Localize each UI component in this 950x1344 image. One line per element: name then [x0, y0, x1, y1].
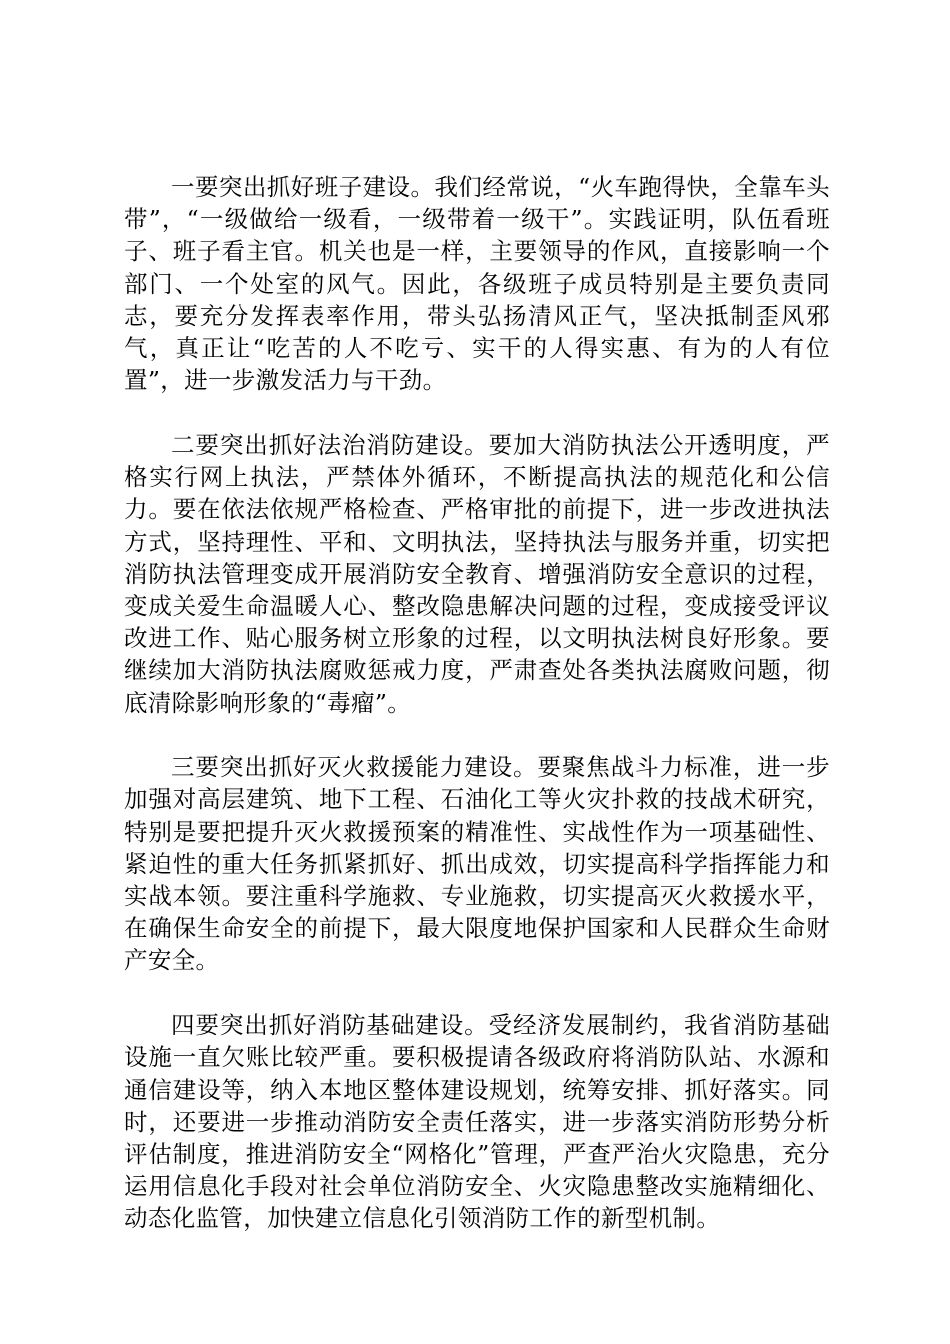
paragraph-rule-of-law-fire-protection: 二要突出抓好法治消防建设。要加大消防执法公开透明度，严格实行网上执法，严禁体外循环，不断提高执法的规范化和公信力。要在依法依规严格检查、严格审批的前提下，进一步改进执法方式，坚持理性、平和、文明执法，坚持执法与服务并重，切实把消防执法管理变成开展消防安全教育、增强消防安全意识的过程，变成关爱生命温暖人心、整改隐患解决问题的过程，变成接受评议改进工作、贴心服务树立形象的过程，以文明执法树良好形象。要继续加大消防执法腐败惩戒力度，严肃查处各类执法腐败问题，彻底清除影响形象的“毒瘤”。	[124, 430, 830, 717]
paragraph-firefighting-rescue-capability: 三要突出抓好灭火救援能力建设。要聚焦战斗力标准，进一步加强对高层建筑、地下工程、石油化工等火灾扑救的技战术研究，特别是要把提升灭火救援预案的精准性、实战性作为一项基础性、紧迫性的重大任务抓紧抓好、抓出成效，切实提高科学指挥能力和实战本领。要注重科学施救、专业施救，切实提高灭火救援水平，在确保生命安全的前提下，最大限度地保护国家和人民群众生命财产安全。	[124, 753, 830, 975]
paragraph-fire-infrastructure: 四要突出抓好消防基础建设。受经济发展制约，我省消防基础设施一直欠账比较严重。要积极提请各级政府将消防队站、水源和通信建设等，纳入本地区整体建设规划，统筹安排、抓好落实。同时，还要进一步推动消防安全责任落实，进一步落实消防形势分析评估制度，推进消防安全“网格化”管理，严查严治火灾隐患，充分运用信息化手段对社会单位消防安全、火灾隐患整改实施精细化、动态化监管，加快建立信息化引领消防工作的新型机制。	[124, 1011, 830, 1233]
document-body	[124, 171, 830, 1235]
paragraph-team-building: 一要突出抓好班子建设。我们经常说，“火车跑得快，全靠车头带”，“一级做给一级看，一级带着一级干”。实践证明，队伍看班子、班子看主官。机关也是一样，主要领导的作风，直接影响一个部门、一个处室的风气。因此，各级班子成员特别是主要负责同志，要充分发挥表率作用，带头弘扬清风正气，坚决抵制歪风邪气，真正让“吃苦的人不吃亏、实干的人得实惠、有为的人有位置”，进一步激发活力与干劲。	[124, 173, 830, 395]
